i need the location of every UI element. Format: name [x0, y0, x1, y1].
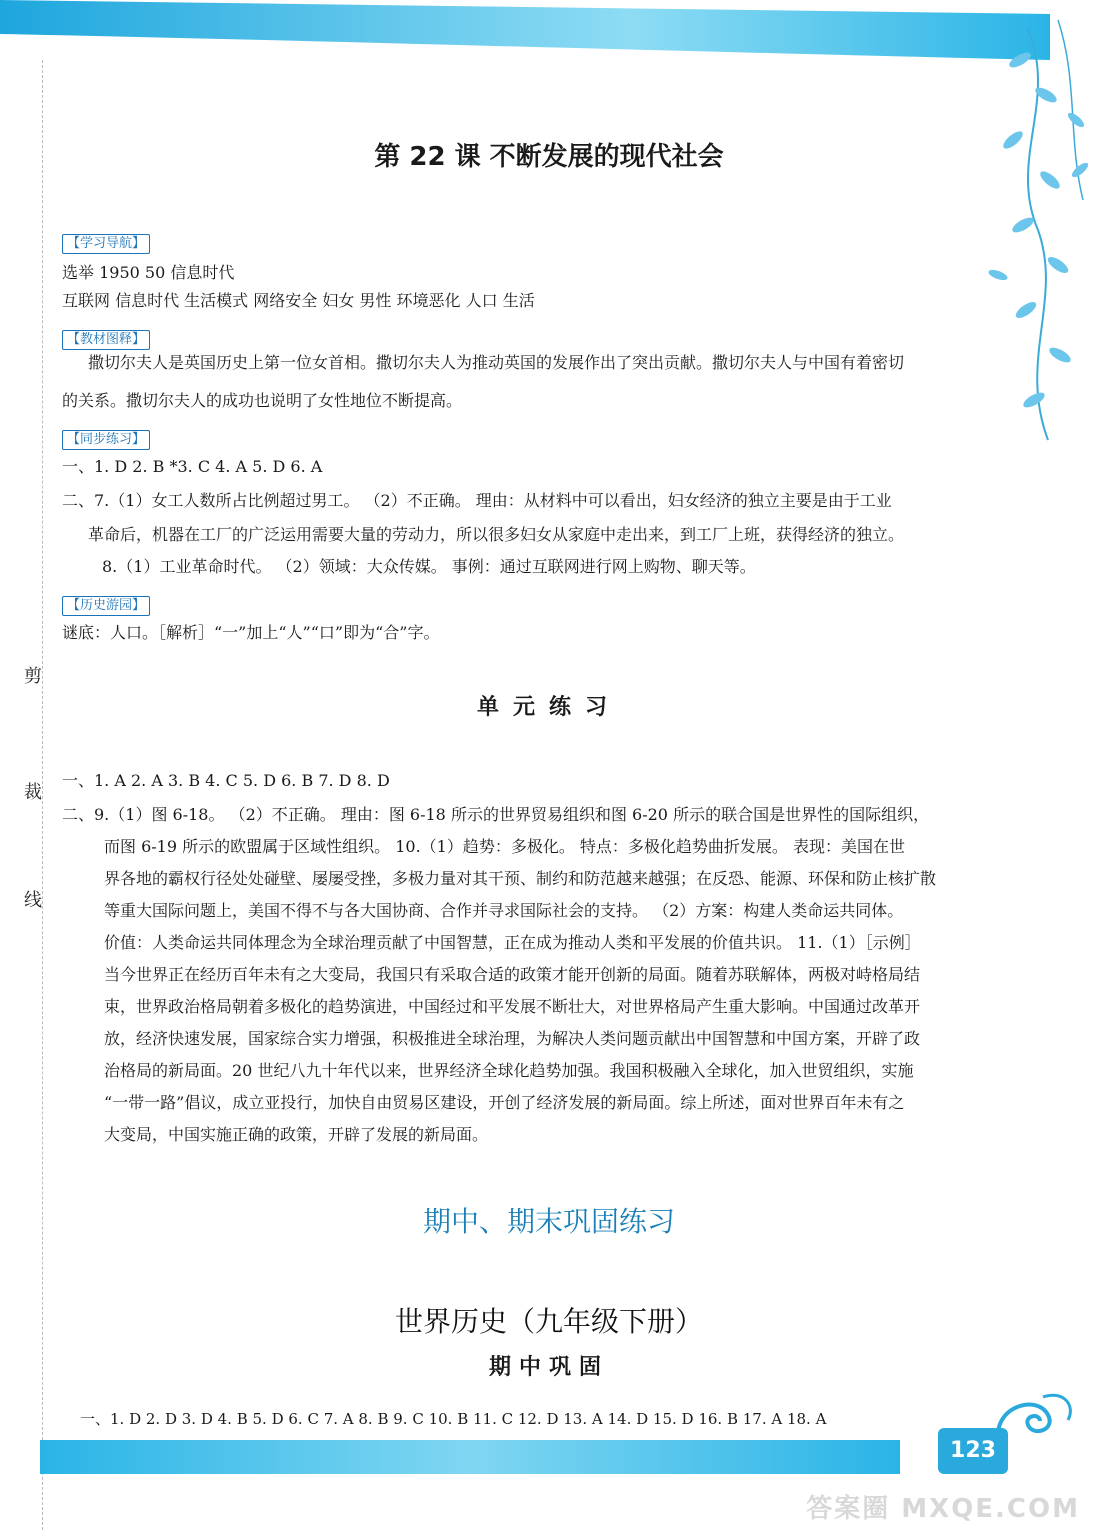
unit-line: 束，世界政治格局朝着多极化的趋势演进，中国经过和平发展不断壮大，对世界格局产生重大影响。中国通过改革开 — [104, 997, 921, 1016]
textbook-line: 撒切尔夫人是英国历史上第一位女首相。撒切尔夫人为推动英国的发展作出了突出贡献。撒切尔夫人与中国有着密切 — [88, 353, 905, 372]
textbook-line: 的关系。撒切尔夫人的成功也说明了女性地位不断提高。 — [62, 391, 463, 410]
answer-line: 二、7.（1）女工人数所占比例超过男工。 （2）不正确。 理由：从材料中可以看出，妇女经济的独立主要是由于工业 — [62, 491, 892, 510]
unit-title: 单元练习 — [476, 695, 621, 720]
vine-decoration — [968, 0, 1098, 470]
unit-line: 而图 6-19 所示的欧盟属于区域性组织。 10.（1）趋势：多极化。 特点：多极化趋势曲折发展。 表现：美国在世 — [104, 837, 906, 856]
watermark: 答案圈 MXQE.COM — [806, 1494, 1080, 1524]
unit-line: 等重大国际问题上，美国不得不与各大国协商、合作并寻求国际社会的支持。 （2）方案：构建人类命运共同体。 — [104, 901, 904, 920]
unit-line: 当今世界正在经历百年未有之大变局，我国只有采取合适的政策才能开创新的局面。随着苏联解体，两极对峙格局结 — [104, 965, 921, 984]
section-tag-sync: 【同步练习】 — [62, 430, 150, 450]
answer-line: 8.（1）工业革命时代。 （2）领域：大众传媒。 事例：通过互联网进行网上购物、聊天等。 — [102, 557, 756, 576]
unit-line: 治格局的新局面。20 世纪八九十年代以来，世界经济全球化趋势加强。我国积极融入全球化，加入世贸组织，实施 — [104, 1061, 914, 1080]
cut-label: 剪 — [24, 666, 42, 687]
unit-line: 二、9.（1）图 6-18。 （2）不正确。 理由：图 6-18 所示的世界贸易组织和图 6-20 所示的联合国是世界性的国际组织， — [62, 805, 930, 824]
consolidation-title: 期中、期末巩固练习 — [422, 1205, 675, 1238]
unit-line: 价值：人类命运共同体理念为全球治理贡献了中国智慧，正在成为推动人类和平发展的价值共识。 11.（1）［示例］ — [104, 933, 921, 952]
history-line: 谜底：人口。［解析］“一”加上“人”“口”即为“合”字。 — [62, 623, 440, 642]
guide-line: 互联网 信息时代 生活模式 网络安全 妇女 男性 环境恶化 人口 生活 — [62, 291, 535, 310]
section-tag-guide: 【学习导航】 — [62, 234, 150, 254]
answer-line: 一、1. D 2. B *3. C 4. A 5. D 6. A — [62, 457, 323, 476]
book-title: 世界历史（九年级下册） — [394, 1305, 703, 1338]
unit-line: “一带一路”倡议，成立亚投行，加快自由贸易区建设，开创了经济发展的新局面。综上所述，面对世界百年未有之 — [104, 1093, 905, 1112]
top-decorative-band — [0, 0, 1098, 60]
unit-line: 界各地的霸权行径处处碰壁、屡屡受挫，多极力量对其干预、制约和防范越来越强；在反恐、能源、环保和防止核扩散 — [104, 869, 937, 888]
section-tag-textbook: 【教材图释】 — [62, 330, 150, 350]
page-number: 123 — [938, 1428, 1008, 1474]
unit-line: 放，经济快速发展，国家综合实力增强，积极推进全球治理，为解决人类问题贡献出中国智慧和中国方案，开辟了政 — [104, 1029, 921, 1048]
guide-line: 选举 1950 50 信息时代 — [62, 263, 235, 282]
unit-line: 一、1. A 2. A 3. B 4. C 5. D 6. B 7. D 8. D — [62, 771, 390, 790]
section-tag-history: 【历史游园】 — [62, 596, 150, 616]
midterm-subtitle: 期中巩固 — [488, 1355, 609, 1380]
midterm-answer-line: 一、1. D 2. D 3. D 4. B 5. D 6. C 7. A 8. B 9. C 10. B 11. C 12. D 13. A 14. D 15. D 16. B 17. A 18. A — [80, 1410, 827, 1428]
cut-label: 线 — [24, 890, 42, 911]
bottom-decorative-bar — [40, 1440, 900, 1474]
lesson-title: 第 22 课 不断发展的现代社会 — [374, 142, 724, 172]
unit-line: 大变局，中国实施正确的政策，开辟了发展的新局面。 — [104, 1125, 489, 1144]
cut-label: 裁 — [24, 782, 42, 803]
answer-line: 革命后，机器在工厂的广泛运用需要大量的劳动力，所以很多妇女从家庭中走出来，到工厂上班，获得经济的独立。 — [88, 525, 905, 544]
